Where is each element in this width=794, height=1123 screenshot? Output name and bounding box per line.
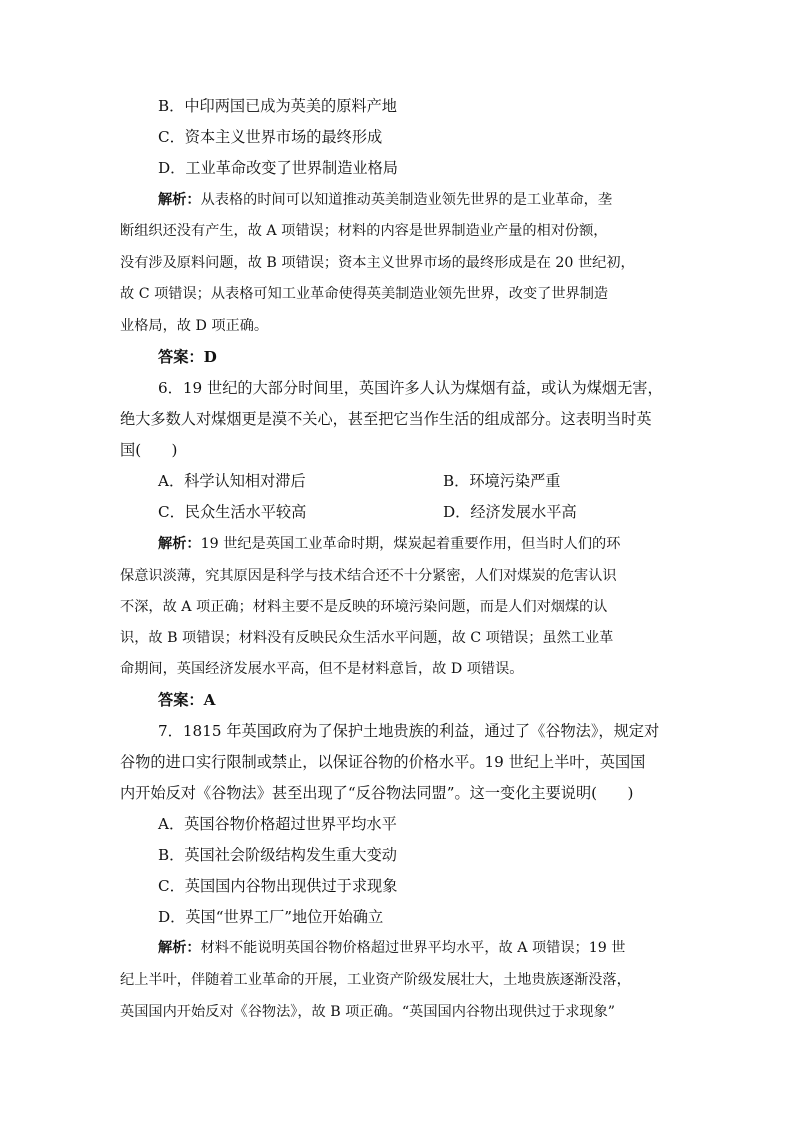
q6-explanation-line-4: 识，故 B 项错误；材料没有反映民众生活水平问题，故 C 项错误；虽然工业革 <box>120 630 614 646</box>
q5-explanation-line-3: 没有涉及原料问题，故 B 项错误；资本主义世界市场的最终形成是在 20 世纪初， <box>120 255 635 271</box>
q7-explanation-line-3: 英国国内开始反对《谷物法》，故 B 项正确。“英国国内谷物出现供过于求现象” <box>120 1004 616 1020</box>
q7-stem-line-2: 谷物的进口实行限制或禁止，以保证谷物的价格水平。19 世纪上半叶，英国国 <box>120 753 646 771</box>
q6-explanation-line-1: 解析：19 世纪是英国工业革命时期，煤炭起着重要作用，但当时人们的环 <box>158 536 621 552</box>
q6-answer: 答案：A <box>158 691 216 709</box>
q5-option-d: D．工业革命改变了世界制造业格局 <box>158 159 398 177</box>
q6-stem-line-3: 国( ) <box>120 441 178 459</box>
q5-option-c: C．资本主义世界市场的最终形成 <box>158 128 383 146</box>
q7-option-d: D．英国“世界工厂”地位开始确立 <box>158 908 384 926</box>
q6-option-d: D．经济发展水平高 <box>443 503 577 521</box>
q7-option-b: B．英国社会阶级结构发生重大变动 <box>158 846 397 864</box>
q5-explanation-line-1: 解析：从表格的时间可以知道推动英美制造业领先世界的是工业革命，垄 <box>158 192 613 208</box>
q5-explanation-line-5: 业格局，故 D 项正确。 <box>120 318 269 334</box>
q6-explanation-line-2: 保意识淡薄，究其原因是科学与技术结合还不十分紧密，人们对煤炭的危害认识 <box>120 568 617 584</box>
q6-stem-line-1: 6．19 世纪的大部分时间里，英国许多人认为煤烟有益，或认为煤烟无害， <box>158 379 663 397</box>
q5-answer: 答案：D <box>158 348 217 366</box>
q7-stem-line-1: 7．1815 年英国政府为了保护土地贵族的利益，通过了《谷物法》，规定对 <box>158 722 660 740</box>
q7-stem-line-3: 内开始反对《谷物法》甚至出现了“反谷物法同盟”。这一变化主要说明( ) <box>120 784 634 802</box>
q5-explanation-line-4: 故 C 项错误；从表格可知工业革命使得英美制造业领先世界，改变了世界制造 <box>120 286 609 302</box>
q6-explanation-label: 解析： <box>158 536 201 552</box>
q5-explanation-label: 解析： <box>158 192 201 208</box>
q7-option-c: C．英国国内谷物出现供过于求现象 <box>158 877 398 895</box>
q6-option-c: C．民众生活水平较高 <box>158 503 307 521</box>
q7-explanation-line-1: 解析：材料不能说明英国谷物价格超过世界平均水平，故 A 项错误；19 世 <box>158 940 626 956</box>
q6-explanation-line-3: 不深，故 A 项正确；材料主要不是反映的环境污染问题，而是人们对烟煤的认 <box>120 599 608 615</box>
q7-explanation-line-2: 纪上半叶，伴随着工业革命的开展，工业资产阶级发展壮大，土地贵族逐渐没落， <box>120 972 631 988</box>
q5-option-b: B．中印两国已成为英美的原料产地 <box>158 97 397 115</box>
q6-stem-line-2: 绝大多数人对煤烟更是漠不关心，甚至把它当作生活的组成部分。这表明当时英 <box>120 410 652 428</box>
q5-explanation-line-2: 断组织还没有产生，故 A 项错误；材料的内容是世界制造业产量的相对份额， <box>120 223 608 239</box>
q6-explanation-line-5: 命期间，英国经济发展水平高，但不是材料意旨，故 D 项错误。 <box>120 661 524 677</box>
q6-option-b: B．环境污染严重 <box>443 472 561 490</box>
q7-explanation-label: 解析： <box>158 940 201 956</box>
q7-option-a: A．英国谷物价格超过世界平均水平 <box>158 815 397 833</box>
q6-option-a: A．科学认知相对滞后 <box>158 472 306 490</box>
